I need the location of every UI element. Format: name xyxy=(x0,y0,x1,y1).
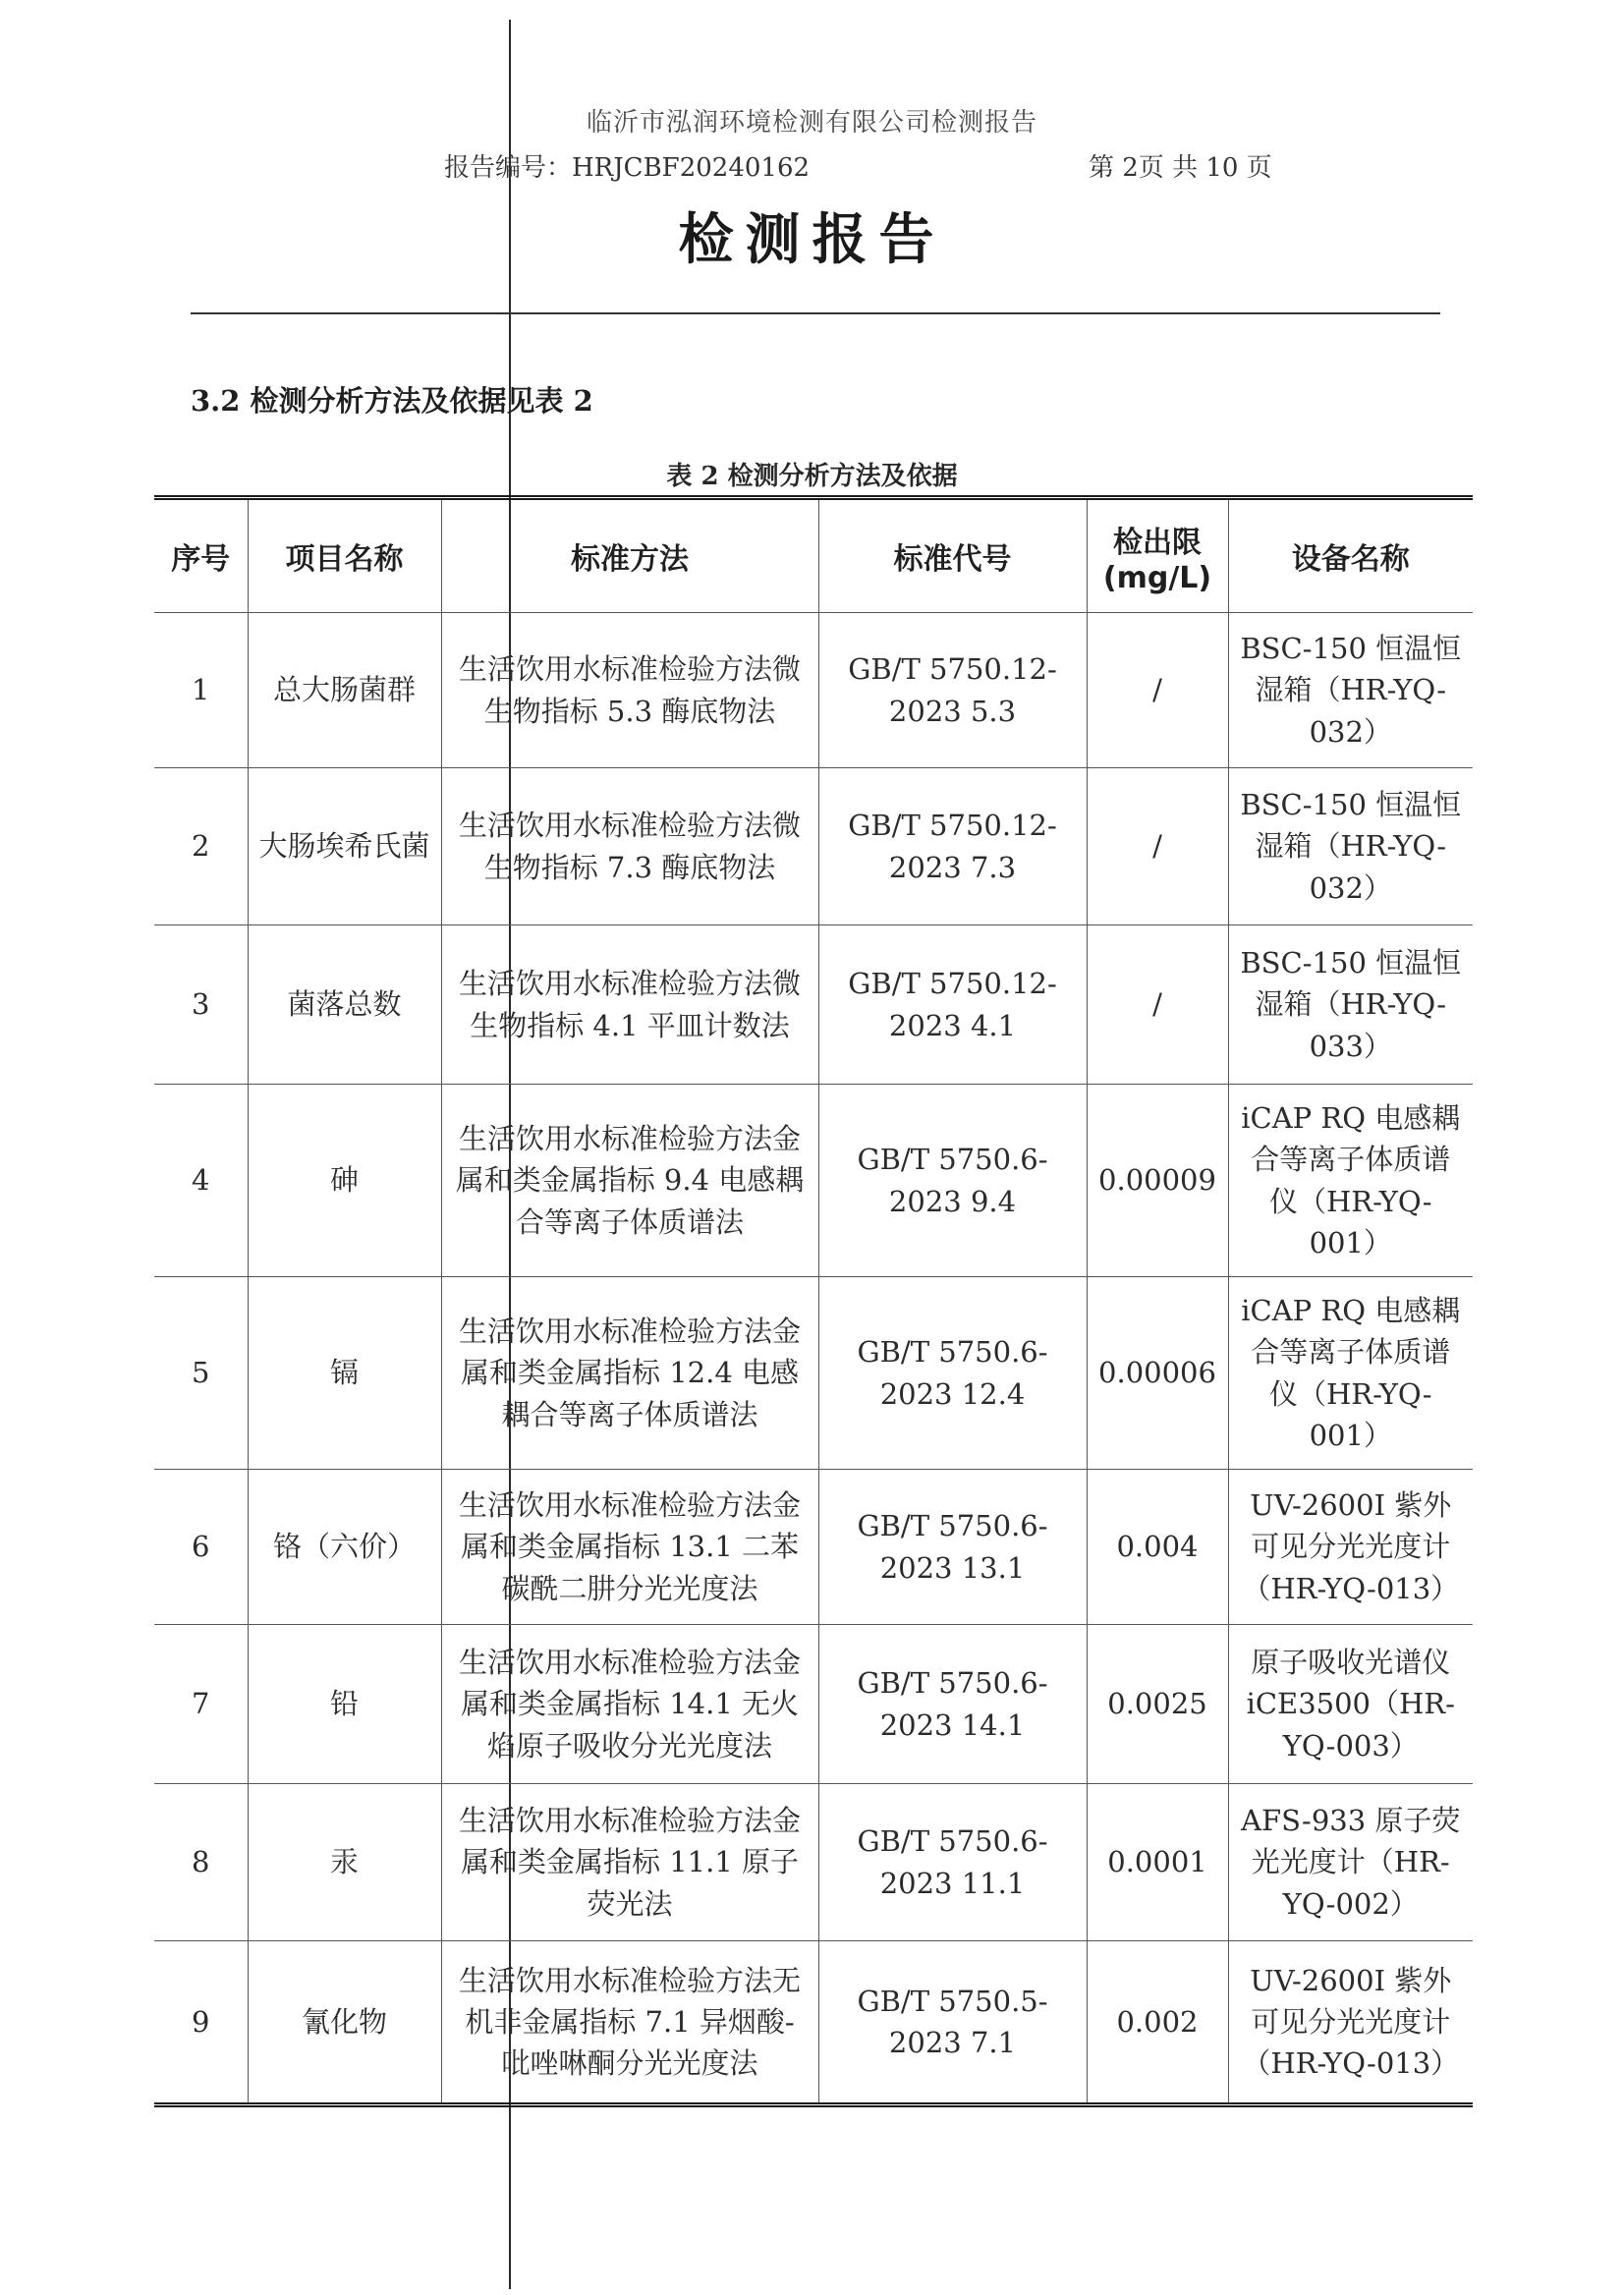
table-row xyxy=(154,1277,1473,1470)
title-divider xyxy=(191,312,1440,314)
cell-method: 生活饮用水标准检验方法金属和类金属指标 9.4 电感耦合等离子体质谱法 xyxy=(441,1085,818,1277)
cell-code: GB/T 5750.5-2023 7.1 xyxy=(818,1941,1087,2102)
cell-item: 菌落总数 xyxy=(248,925,441,1085)
cell-code: GB/T 5750.6-2023 14.1 xyxy=(818,1625,1087,1784)
cell-limit: 0.004 xyxy=(1087,1470,1228,1625)
cell-item: 氰化物 xyxy=(248,1941,441,2102)
col-header-code: 标准代号 xyxy=(818,500,1087,613)
cell-item: 砷 xyxy=(248,1085,441,1277)
cell-equipment: iCAP RQ 电感耦合等离子体质谱仪（HR-YQ-001） xyxy=(1228,1085,1473,1277)
cell-code: GB/T 5750.6-2023 12.4 xyxy=(818,1277,1087,1470)
cell-limit: / xyxy=(1087,613,1228,768)
cell-seq: 1 xyxy=(154,613,248,768)
report-number: 报告编号：HRJCBF20240162 xyxy=(444,153,811,183)
cell-equipment: BSC-150 恒温恒湿箱（HR-YQ-033） xyxy=(1228,925,1473,1085)
col-header-limit: 检出限 (mg/L) xyxy=(1087,500,1228,613)
cell-seq: 5 xyxy=(154,1277,248,1470)
cell-item: 铅 xyxy=(248,1625,441,1784)
cell-method: 生活饮用水标准检验方法微生物指标 4.1 平皿计数法 xyxy=(441,925,818,1085)
cell-equipment: 原子吸收光谱仪 iCE3500（HR-YQ-003） xyxy=(1228,1625,1473,1784)
cell-seq: 3 xyxy=(154,925,248,1085)
cell-item: 大肠埃希氏菌 xyxy=(248,768,441,925)
col-header-method: 标准方法 xyxy=(441,500,818,613)
cell-seq: 8 xyxy=(154,1784,248,1941)
cell-method: 生活饮用水标准检验方法微生物指标 5.3 酶底物法 xyxy=(441,613,818,768)
table-row xyxy=(154,1784,1473,1941)
cell-item: 汞 xyxy=(248,1784,441,1941)
cell-seq: 7 xyxy=(154,1625,248,1784)
cell-code: GB/T 5750.6-2023 9.4 xyxy=(818,1085,1087,1277)
cell-method: 生活饮用水标准检验方法金属和类金属指标 12.4 电感耦合等离子体质谱法 xyxy=(441,1277,818,1470)
table-row xyxy=(154,925,1473,1085)
cell-item: 总大肠菌群 xyxy=(248,613,441,768)
cell-limit: 0.00009 xyxy=(1087,1085,1228,1277)
table-row xyxy=(154,613,1473,768)
cell-method: 生活饮用水标准检验方法金属和类金属指标 13.1 二苯碳酰二肼分光光度法 xyxy=(441,1470,818,1625)
cell-seq: 9 xyxy=(154,1941,248,2102)
cell-seq: 6 xyxy=(154,1470,248,1625)
cell-code: GB/T 5750.12-2023 7.3 xyxy=(818,768,1087,925)
cell-equipment: BSC-150 恒温恒湿箱（HR-YQ-032） xyxy=(1228,768,1473,925)
cell-limit: / xyxy=(1087,768,1228,925)
cell-equipment: BSC-150 恒温恒湿箱（HR-YQ-032） xyxy=(1228,613,1473,768)
cell-equipment: AFS-933 原子荧光光度计（HR-YQ-002） xyxy=(1228,1784,1473,1941)
table-row xyxy=(154,768,1473,925)
col-header-seq: 序号 xyxy=(154,500,248,613)
col-header-equipment: 设备名称 xyxy=(1228,500,1473,613)
cell-code: GB/T 5750.6-2023 13.1 xyxy=(818,1470,1087,1625)
methods-table-wrapper xyxy=(154,495,1473,2107)
report-title: 检测报告 xyxy=(678,208,946,272)
page-counter: 第 2页 共 10 页 xyxy=(1089,153,1272,183)
cell-item: 铬（六价） xyxy=(248,1470,441,1625)
cell-seq: 2 xyxy=(154,768,248,925)
cell-method: 生活饮用水标准检验方法金属和类金属指标 14.1 无火焰原子吸收分光光度法 xyxy=(441,1625,818,1784)
cell-method: 生活饮用水标准检验方法无机非金属指标 7.1 异烟酸-吡唑啉酮分光光度法 xyxy=(441,1941,818,2102)
cell-limit: 0.00006 xyxy=(1087,1277,1228,1470)
cell-equipment: UV-2600I 紫外可见分光光度计（HR-YQ-013） xyxy=(1228,1941,1473,2102)
cell-limit: 0.002 xyxy=(1087,1941,1228,2102)
table-row xyxy=(154,1941,1473,2102)
cell-seq: 4 xyxy=(154,1085,248,1277)
cell-limit: 0.0025 xyxy=(1087,1625,1228,1784)
company-header: 临沂市泓润环境检测有限公司检测报告 xyxy=(586,108,1037,138)
cell-equipment: UV-2600I 紫外可见分光光度计（HR-YQ-013） xyxy=(1228,1470,1473,1625)
cell-limit: / xyxy=(1087,925,1228,1085)
cell-code: GB/T 5750.12-2023 5.3 xyxy=(818,613,1087,768)
table-row xyxy=(154,1625,1473,1784)
cell-item: 镉 xyxy=(248,1277,441,1470)
cell-code: GB/T 5750.6-2023 11.1 xyxy=(818,1784,1087,1941)
cell-code: GB/T 5750.12-2023 4.1 xyxy=(818,925,1087,1085)
cell-limit: 0.0001 xyxy=(1087,1784,1228,1941)
cell-method: 生活饮用水标准检验方法金属和类金属指标 11.1 原子荧光法 xyxy=(441,1784,818,1941)
table-caption: 表 2 检测分析方法及依据 xyxy=(666,462,958,491)
methods-table xyxy=(154,500,1473,2102)
table-header-row xyxy=(154,500,1473,613)
cell-equipment: iCAP RQ 电感耦合等离子体质谱仪（HR-YQ-001） xyxy=(1228,1277,1473,1470)
cell-method: 生活饮用水标准检验方法微生物指标 7.3 酶底物法 xyxy=(441,768,818,925)
table-row xyxy=(154,1470,1473,1625)
table-row xyxy=(154,1085,1473,1277)
col-header-item: 项目名称 xyxy=(248,500,441,613)
section-heading: 3.2 检测分析方法及依据见表 2 xyxy=(191,384,593,418)
